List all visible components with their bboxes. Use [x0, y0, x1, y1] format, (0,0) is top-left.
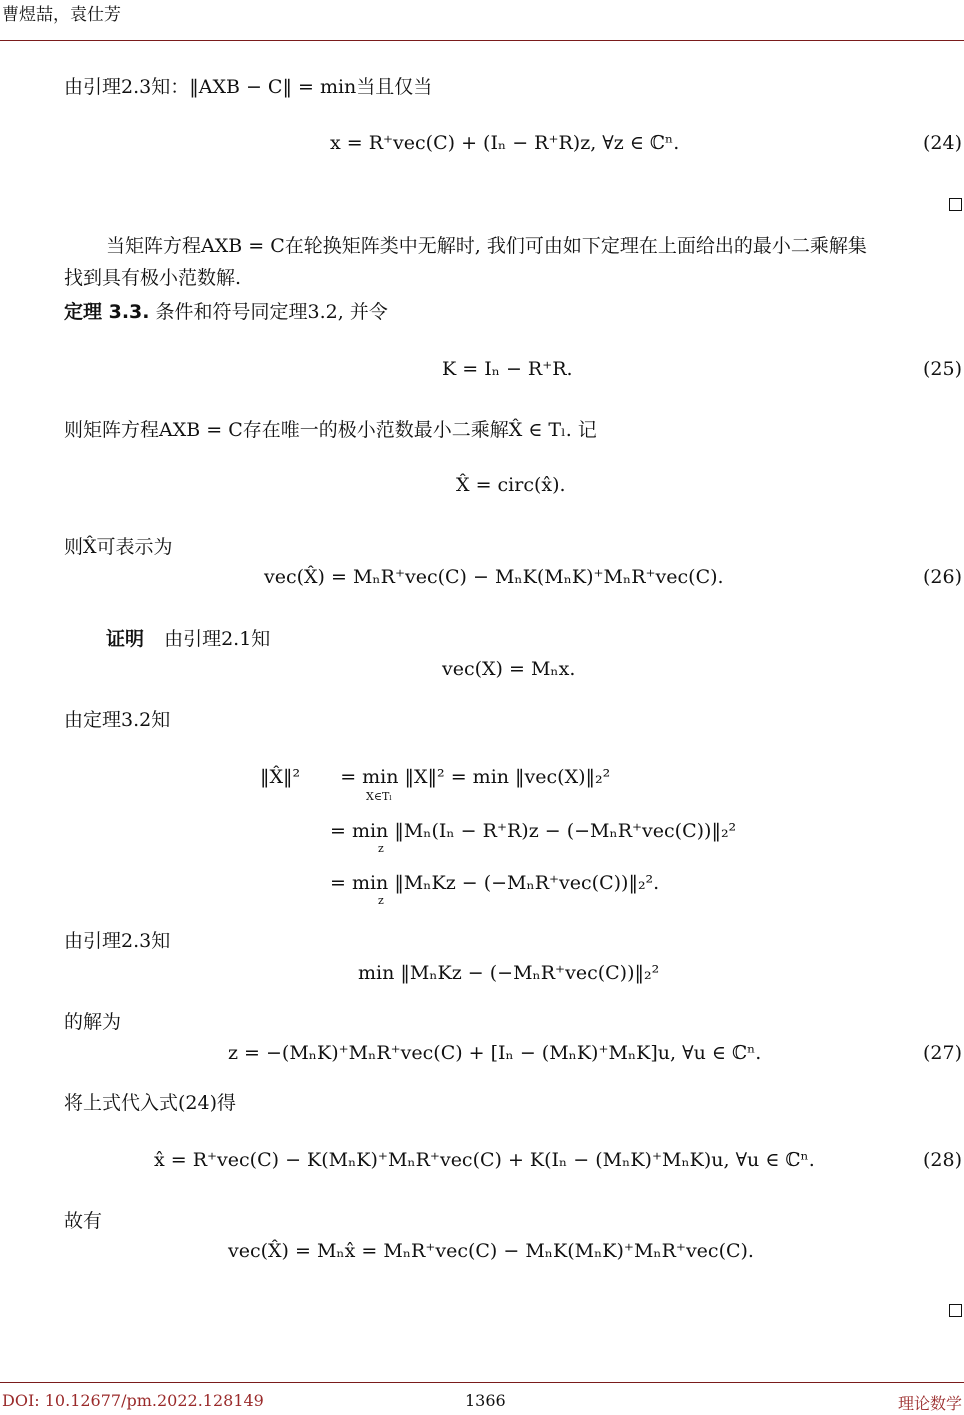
align-row-3: = min ‖MₙKz − (−MₙR⁺vec(C))‖₂². — [330, 872, 660, 894]
paragraph-solution-is: 的解为 — [64, 1011, 122, 1033]
paragraph-lemma-2-3: 由引理2.3知 — [64, 930, 171, 952]
align-sub-1: X∈Tₗ — [366, 790, 392, 803]
equation-final: vec(X̂) = Mₙx̂ = MₙR⁺vec(C) − MₙK(MₙK)⁺MₙR⁺vec(C). — [228, 1240, 754, 1262]
align-sub-2: z — [378, 842, 384, 855]
equation-vec-x: vec(X) = Mₙx. — [442, 658, 576, 680]
theorem-label: 定理 3.3. — [64, 301, 150, 323]
proof-label: 证明 — [106, 628, 145, 650]
paragraph-therefore: 故有 — [64, 1210, 103, 1232]
equation-28: x̂ = R⁺vec(C) − K(MₙK)⁺MₙR⁺vec(C) + K(Iₙ − (MₙK)⁺MₙK)u, ∀u ∈ ℂⁿ. — [154, 1149, 815, 1171]
equation-25: K = Iₙ − R⁺R. — [442, 358, 573, 380]
align-row-2: = min ‖Mₙ(Iₙ − R⁺R)z − (−MₙR⁺vec(C))‖₂² — [330, 820, 737, 842]
page-footer — [0, 1382, 964, 1415]
paragraph-unique-solution: 则矩阵方程AXB = C存在唯一的极小范数最小二乘解X̂ ∈ Tₗ. 记 — [64, 419, 597, 441]
equation-number-27: (27) — [922, 1042, 962, 1064]
qed-square-icon — [949, 1304, 962, 1317]
equation-number-26: (26) — [922, 566, 962, 588]
paragraph-substitute: 将上式代入式(24)得 — [64, 1092, 237, 1114]
footer-doi-link[interactable]: DOI: 10.12677/pm.2022.128149 — [2, 1391, 264, 1410]
theorem-text: 条件和符号同定理3.2, 并令 — [155, 301, 388, 323]
equation-24: x = R⁺vec(C) + (Iₙ − R⁺R)z, ∀z ∈ ℂⁿ. — [330, 132, 680, 154]
equation-circ: X̂ = circ(x̂). — [456, 474, 566, 496]
footer-page-number: 1366 — [465, 1391, 506, 1410]
paragraph-by-theorem: 由定理3.2知 — [64, 709, 171, 731]
page-header — [0, 0, 964, 41]
proof-heading — [106, 625, 270, 653]
footer-journal-name: 理论数学 — [897, 1394, 962, 1413]
qed-square-icon — [949, 198, 962, 211]
align-rhs-1: = min ‖X‖² = min ‖vec(X)‖₂² — [340, 766, 611, 788]
paragraph-intro-line1: 当矩阵方程AXB = C在轮换矩阵类中无解时, 我们可由如下定理在上面给出的最小二乘解集 — [106, 235, 867, 257]
equation-number-24: (24) — [922, 132, 962, 154]
align-lhs: ‖X̂‖² — [260, 766, 301, 788]
align-row-1 — [260, 766, 610, 788]
running-header-authors: 曹煜喆，袁仕芳 — [2, 5, 121, 25]
equation-26: vec(X̂) = MₙR⁺vec(C) − MₙK(MₙK)⁺MₙR⁺vec(C). — [264, 566, 724, 588]
equation-27: z = −(MₙK)⁺MₙR⁺vec(C) + [Iₙ − (MₙK)⁺MₙK]u, ∀u ∈ ℂⁿ. — [228, 1042, 762, 1064]
theorem-heading — [64, 298, 388, 326]
proof-text: 由引理2.1知 — [164, 628, 271, 650]
align-sub-3: z — [378, 894, 384, 907]
equation-number-28: (28) — [922, 1149, 962, 1171]
paragraph-intro-line2: 找到具有极小范数解. — [64, 267, 242, 289]
equation-number-25: (25) — [922, 358, 962, 380]
paragraph-representation: 则X̂可表示为 — [64, 536, 173, 558]
paragraph-lemma-ref: 由引理2.3知：‖AXB − C‖ = min当且仅当 — [64, 76, 433, 98]
equation-min: min ‖MₙKz − (−MₙR⁺vec(C))‖₂² — [358, 962, 660, 984]
